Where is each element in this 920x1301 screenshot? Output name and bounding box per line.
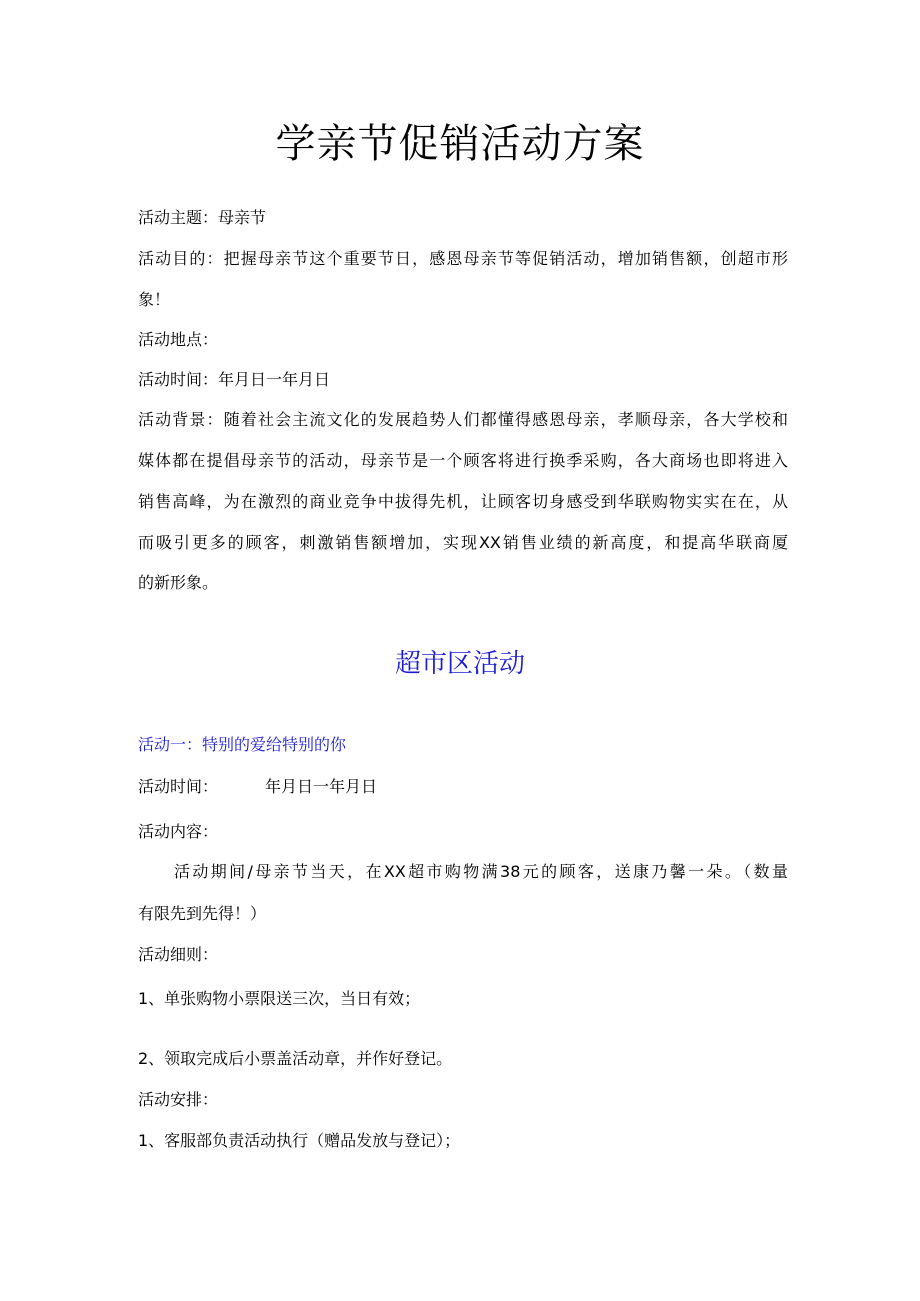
activity-1-heading: 活动一：特别的爱给特别的你 bbox=[138, 735, 347, 754]
activity-arrangement-label: 活动安排： bbox=[138, 1090, 219, 1109]
background-line-4: 而吸引更多的顾客，刺激销售额增加，实现XX销售业绩的新高度，和提高华联商厦 bbox=[138, 533, 788, 552]
activity-content-line-1: 活动期间/母亲节当天，在XX超市购物满38元的顾客，送康乃馨一朵。（数量 bbox=[174, 862, 788, 881]
background-line-5: 的新形象。 bbox=[138, 573, 219, 592]
activity-location: 活动地点： bbox=[138, 330, 219, 349]
section-title: 超市区活动 bbox=[394, 649, 525, 679]
activity-time: 活动时间：年月日一年月日 bbox=[138, 370, 331, 389]
activity-purpose-line-2: 象！ bbox=[138, 290, 171, 309]
activity-rules-label: 活动细则： bbox=[138, 945, 219, 964]
activity-content-line-2: 有限先到先得！） bbox=[138, 904, 267, 923]
activity-rule-2: 2、领取完成后小票盖活动章，并作好登记。 bbox=[138, 1049, 453, 1068]
document-title: 学亲节促销活动方案 bbox=[275, 121, 645, 167]
activity-arrangement-1: 1、客服部负责活动执行（赠品发放与登记）； bbox=[138, 1131, 461, 1150]
activity-rule-1: 1、单张购物小票限送三次，当日有效； bbox=[138, 989, 421, 1008]
background-line-2: 媒体都在提倡母亲节的活动，母亲节是一个顾客将进行换季采购，各大商场也即将进入 bbox=[138, 451, 788, 470]
background-line-3: 销售高峰，为在激烈的商业竞争中拔得先机，让顾客切身感受到华联购物实实在在，从 bbox=[138, 492, 788, 511]
activity-1-time-value: 年月日一年月日 bbox=[265, 777, 378, 796]
activity-purpose-line-1: 活动目的：把握母亲节这个重要节日，感恩母亲节等促销活动，增加销售额，创超市形 bbox=[138, 249, 788, 268]
background-line-1: 活动背景：随着社会主流文化的发展趋势人们都懂得感恩母亲，孝顺母亲，各大学校和 bbox=[138, 410, 788, 429]
activity-1-time-label-text: 活动时间： bbox=[138, 777, 219, 796]
activity-content-label: 活动内容： bbox=[138, 822, 219, 841]
activity-theme: 活动主题：母亲节 bbox=[138, 208, 267, 227]
activity-1-time-label bbox=[138, 777, 788, 797]
